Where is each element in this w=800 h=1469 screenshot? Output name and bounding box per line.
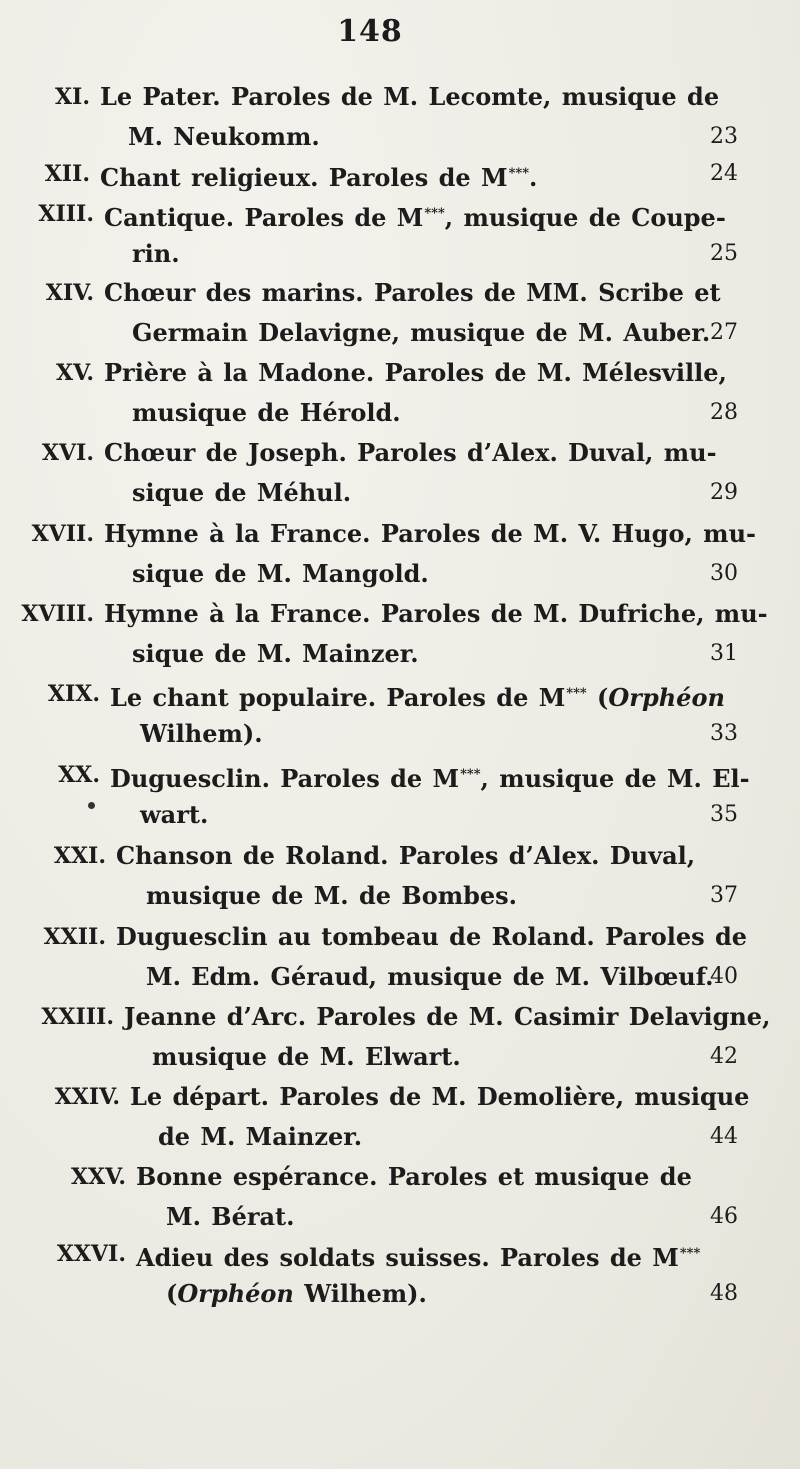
entry-title-text: Chœur des marins. Paroles de MM. Scribe et (104, 278, 721, 307)
toc-entry (0, 675, 800, 748)
entry-title-text: Le départ. Paroles de M. Demolière, musique (130, 1082, 750, 1111)
entry-page-number: 23 (710, 124, 738, 149)
entry-title-text: M. Edm. Géraud, musique de M. Vilbœuf. (146, 962, 714, 991)
entry-page-number: 44 (710, 1124, 738, 1149)
entry-title-text: Le Pater. Paroles de M. Lecomte, musique de (100, 82, 720, 111)
entry-title (110, 756, 750, 798)
entry-title (104, 274, 721, 312)
entry-title-text: Prière à la Madone. Paroles de M. Mélesville, (104, 358, 727, 387)
entry-title-text: M. Neukomm. (128, 122, 320, 151)
entry-line (0, 235, 800, 273)
toc-entry (0, 155, 800, 193)
entry-title-continued (132, 314, 710, 352)
entry-numeral: XXI. (53, 843, 106, 869)
entry-line (0, 837, 800, 875)
entry-line (0, 877, 800, 915)
entry-line (0, 155, 800, 193)
entry-numeral: XXV. (70, 1164, 126, 1190)
entry-title-text: Chœur de Joseph. Paroles d’Alex. Duval, mu- (104, 438, 717, 467)
toc-entry (0, 837, 800, 910)
toc-entry (0, 998, 800, 1071)
entry-line (0, 118, 800, 156)
toc-entry (0, 918, 800, 991)
entry-title (104, 595, 768, 633)
entry-page-number: 33 (710, 721, 738, 746)
entry-line (0, 474, 800, 512)
entry-title-text: . (529, 163, 538, 192)
entry-title-text: Hymne à la France. Paroles de M. Dufriche, mu- (104, 599, 768, 628)
entry-line (0, 515, 800, 553)
entry-title-text: Wilhem). (140, 719, 263, 748)
entry-title-text: musique de Hérold. (132, 398, 401, 427)
entry-line (0, 635, 800, 673)
entry-title-text: ( (586, 683, 609, 712)
page-number: 148 (337, 14, 403, 49)
entry-numeral: XXVI. (56, 1241, 126, 1267)
entry-page-number: 46 (710, 1204, 738, 1229)
superscript: *** (508, 166, 530, 181)
toc-entry (0, 1158, 800, 1231)
entry-title-continued (132, 474, 351, 512)
entry-page-number: 25 (710, 241, 738, 266)
entry-page-number: 29 (710, 480, 738, 505)
entry-line (0, 394, 800, 432)
entry-title-text: sique de M. Mangold. (132, 559, 429, 588)
entry-title (116, 837, 695, 875)
entry-title (136, 1158, 692, 1196)
entry-line (0, 555, 800, 593)
entry-title-text: wart. (140, 800, 209, 829)
entry-title-text: Germain Delavigne, musique de M. Auber. (132, 318, 711, 347)
toc-entry (0, 1235, 800, 1308)
toc-entry (0, 515, 800, 588)
entry-numeral: XV. (56, 360, 94, 386)
entry-title-text: Le chant populaire. Paroles de M (110, 683, 566, 712)
entry-title-continued (132, 235, 180, 273)
toc-entry (0, 595, 800, 668)
italic-text: Orphéon (177, 1279, 294, 1308)
entry-title-text: Wilhem). (293, 1279, 427, 1308)
entry-numeral: XXII. (43, 924, 106, 950)
entry-title (116, 918, 747, 956)
entry-title-text: Chanson de Roland. Paroles d’Alex. Duval, (116, 841, 696, 870)
entry-line (0, 1078, 800, 1116)
entry-line (0, 1038, 800, 1076)
entry-title-text: Hymne à la France. Paroles de M. V. Hugo, mu- (104, 519, 756, 548)
entry-title-text: ( (166, 1279, 178, 1308)
entry-title-continued (166, 1275, 427, 1313)
entry-title-continued (128, 118, 320, 156)
entry-title-text: Jeanne d’Arc. Paroles de M. Casimir Delavigne, (124, 1002, 771, 1031)
entry-line (0, 715, 800, 753)
toc-entry (0, 274, 800, 347)
entry-title-continued (132, 394, 401, 432)
entry-title-text: Bonne espérance. Paroles et musique de (136, 1162, 692, 1191)
entry-line (0, 1118, 800, 1156)
entry-numeral: XX. (58, 762, 100, 788)
entry-title-text: Duguesclin. Paroles de M (110, 764, 460, 793)
entry-title (110, 675, 725, 717)
entry-line (0, 918, 800, 956)
entry-line (0, 1235, 800, 1273)
entry-line (0, 756, 800, 794)
superscript: *** (566, 686, 587, 701)
entry-line (0, 354, 800, 392)
entry-numeral: XII. (44, 161, 90, 187)
entry-page-number: 48 (710, 1281, 738, 1306)
toc-entry (0, 78, 800, 151)
entry-title (100, 78, 719, 116)
entry-page-number: 42 (710, 1044, 738, 1069)
entry-title-text: Cantique. Paroles de M (104, 203, 424, 232)
toc-entry (0, 354, 800, 427)
superscript: *** (460, 767, 481, 782)
entry-title (104, 195, 726, 237)
entry-line (0, 434, 800, 472)
entry-page-number: 30 (710, 561, 738, 586)
entry-title-continued (158, 1118, 362, 1156)
entry-line (0, 998, 800, 1036)
entry-page-number: 27 (710, 320, 738, 345)
entry-title-text: , musique de Coupe- (444, 203, 726, 232)
entry-numeral: XVII. (31, 521, 94, 547)
entry-title-text: M. Bérat. (166, 1202, 295, 1231)
entry-numeral: XIII. (38, 201, 94, 227)
ink-speck (88, 802, 95, 809)
toc-entry (0, 1078, 800, 1151)
entry-title-continued (146, 958, 714, 996)
italic-text: Orphéon (608, 683, 725, 712)
entry-title-text: musique de M. de Bombes. (146, 881, 518, 910)
entry-title (104, 434, 717, 472)
toc-entry (0, 434, 800, 507)
entry-title-continued (132, 635, 419, 673)
entry-numeral: XIV. (45, 280, 94, 306)
toc-entry (0, 756, 800, 829)
entry-numeral: XXIII. (41, 1004, 114, 1030)
entry-title (100, 155, 537, 197)
entry-title (130, 1078, 749, 1116)
entry-line (0, 314, 800, 352)
entry-numeral: XIX. (47, 681, 100, 707)
entry-page-number: 31 (710, 641, 738, 666)
entry-line (0, 78, 800, 116)
toc-entry (0, 195, 800, 268)
entry-title-text: Duguesclin au tombeau de Roland. Paroles de (116, 922, 748, 951)
entry-line (0, 195, 800, 233)
entry-title-text: musique de M. Elwart. (152, 1042, 461, 1071)
superscript: *** (424, 206, 445, 221)
entry-line (0, 958, 800, 996)
entry-title-continued (140, 715, 263, 753)
entry-line (0, 1275, 800, 1313)
entry-line (0, 796, 800, 834)
entry-page-number: 40 (710, 964, 738, 989)
entry-title (136, 1235, 700, 1277)
entry-page-number: 35 (710, 802, 738, 827)
entry-title-text: Chant religieux. Paroles de M (100, 163, 508, 192)
entry-title-text: sique de M. Mainzer. (132, 639, 419, 668)
entry-title-text: Adieu des soldats suisses. Paroles de M (136, 1243, 679, 1272)
entry-numeral: XVIII. (21, 601, 94, 627)
entry-numeral: XI. (54, 84, 90, 110)
entry-title-continued (140, 796, 208, 834)
entry-page-number: 37 (710, 883, 738, 908)
entry-title (104, 354, 727, 392)
entry-title-text: sique de Méhul. (132, 478, 352, 507)
entry-line (0, 1158, 800, 1196)
entry-line (0, 274, 800, 312)
entry-title-continued (132, 555, 429, 593)
entry-title (104, 515, 756, 553)
entry-title-continued (166, 1198, 294, 1236)
entry-numeral: XXIV. (54, 1084, 120, 1110)
entry-title-text: , musique de M. El- (480, 764, 750, 793)
entry-title-text: rin. (132, 239, 180, 268)
entry-title-continued (152, 1038, 461, 1076)
entry-line (0, 595, 800, 633)
superscript: *** (679, 1246, 701, 1261)
entry-title-continued (146, 877, 517, 915)
entry-title (124, 998, 770, 1036)
entry-line (0, 1198, 800, 1236)
entry-title-text: de M. Mainzer. (158, 1122, 363, 1151)
entry-page-number: 24 (710, 161, 738, 186)
entry-numeral: XVI. (41, 440, 94, 466)
entry-line (0, 675, 800, 713)
entry-page-number: 28 (710, 400, 738, 425)
